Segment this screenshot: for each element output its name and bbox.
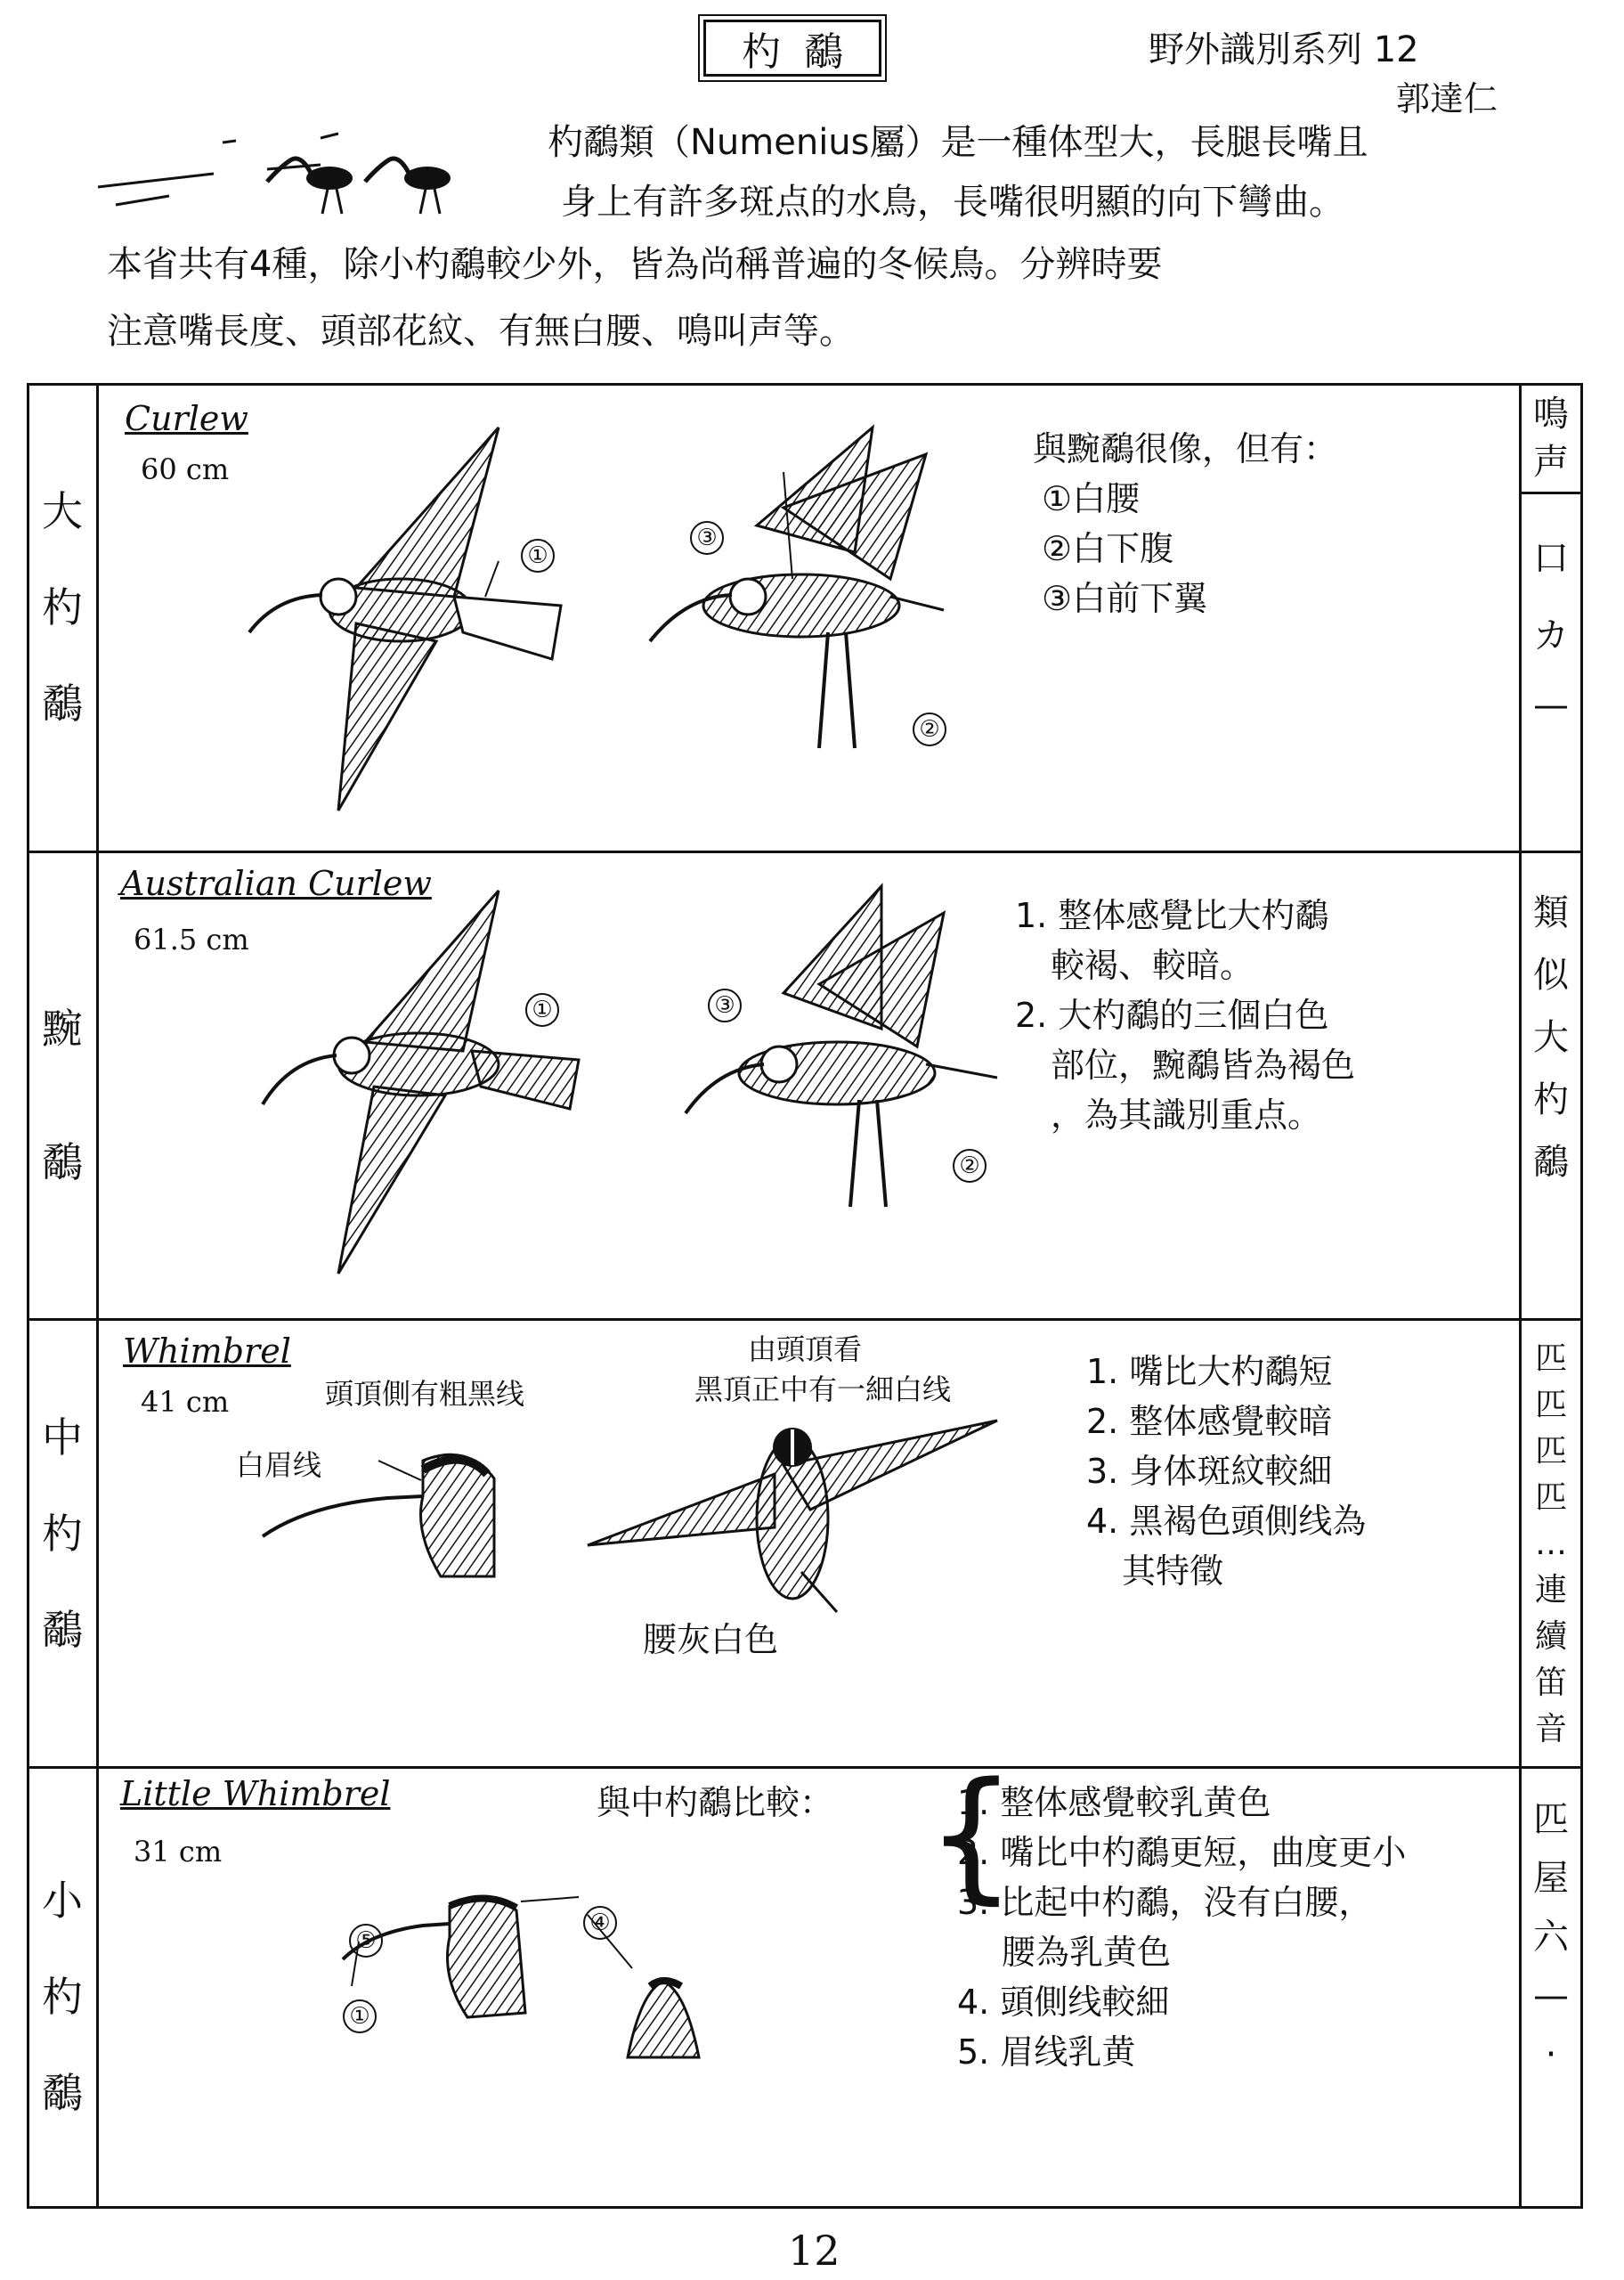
page-title: 杓鷸 — [703, 20, 881, 77]
page-number: 12 — [788, 2227, 840, 2275]
callout-1: ① — [521, 539, 555, 573]
call-column-australian-curlew: 類 似 大 杓 鷸 — [1533, 892, 1569, 1183]
author-name: 郭達仁 — [1396, 79, 1498, 118]
label-rump: 腰灰白色 — [643, 1620, 779, 1659]
header-birds-illustration — [89, 89, 499, 223]
brace: { — [926, 1751, 1017, 1918]
callout-2: ② — [953, 1149, 987, 1183]
english-name-little-whimbrel: Little Whimbrel — [120, 1774, 391, 1813]
call-column-whimbrel: 匹 匹 匹 匹 … 連 續 笛 音 — [1534, 1340, 1567, 1747]
callout-3: ③ — [708, 989, 742, 1022]
little-whimbrel-head-illustration — [334, 1870, 743, 2066]
call-header: 鳴声 — [1521, 385, 1581, 494]
species-name-whimbrel: 中 杓 鷸 — [42, 1413, 83, 1654]
size-little-whimbrel: 31 cm — [134, 1835, 223, 1869]
species-name-little-whimbrel: 小 杓 鷸 — [42, 1877, 83, 2117]
curlew-flight-illustration — [231, 419, 605, 819]
table-divider — [27, 1766, 1583, 1769]
english-name-australian-curlew: Australian Curlew — [120, 864, 432, 903]
intro-line-3: 本省共有4種，除小杓鷸較少外，皆為尚稱普遍的冬候鳥。分辨時要 — [107, 244, 1163, 285]
call-column-curlew: 鳴声 口 カ — — [1521, 385, 1581, 726]
species-name-australian-curlew: 黦 鷸 — [42, 1005, 83, 1186]
english-name-whimbrel: Whimbrel — [123, 1331, 291, 1371]
table-divider — [27, 1318, 1583, 1321]
notes-australian-curlew: 1. 整体感覺比大杓鷸 較褐、較暗。 2. 大杓鷸的三個白色 部位，黦鷸皆為褐色 ，為其識別重点。 — [1015, 896, 1356, 1135]
callout-1: ① — [525, 993, 559, 1027]
intro-line-4: 注意嘴長度、頭部花紋、有無白腰、鳴叫声等。 — [107, 311, 855, 352]
callout-5: ⑤ — [349, 1924, 383, 1958]
table-divider — [96, 383, 99, 2209]
whimbrel-top-view-illustration — [579, 1412, 1006, 1625]
curlew-silhouette-icon — [365, 159, 451, 214]
intro-line-1: 杓鷸類（Numenius屬）是一種体型大，長腿長嘴且 — [548, 122, 1368, 163]
label-head-stripe: 頭頂側有粗黑线 — [325, 1377, 525, 1411]
size-curlew: 60 cm — [141, 452, 230, 486]
callout-3: ③ — [690, 521, 724, 555]
english-name-curlew: Curlew — [125, 399, 248, 438]
compare-label: 與中杓鷸比較： — [597, 1783, 834, 1822]
call-column-little-whimbrel: 匹 屋 六 — · — [1533, 1799, 1569, 2075]
species-name-curlew: 大 杓 鷸 — [42, 487, 83, 728]
label-crown: 黑頂正中有一細白线 — [694, 1372, 952, 1406]
callout-4: ④ — [583, 1906, 617, 1940]
whimbrel-head-illustration — [254, 1425, 521, 1585]
intro-line-2: 身上有許多斑点的水鳥，長嘴很明顯的向下彎曲。 — [561, 182, 1344, 223]
series-label: 野外識別系列 12 — [1149, 29, 1419, 70]
notes-little-whimbrel: 1. 整体感覺較乳黄色 2. 嘴比中杓鷸更短，曲度更小 3. 比起中杓鷸，没有白腰， 腰為乳黄色 4. 頭側线較細 5. 眉线乳黄 — [957, 1783, 1407, 2072]
label-from-top: 由頭頂看 — [748, 1332, 863, 1366]
label-eyebrow: 白眉线 — [236, 1448, 322, 1482]
size-australian-curlew: 61.5 cm — [134, 923, 249, 957]
notes-curlew: 與黦鷸很像，但有： ①白腰 ②白下腹 ③白前下翼 — [1033, 429, 1338, 618]
callout-2: ② — [913, 712, 946, 746]
size-whimbrel: 41 cm — [141, 1385, 230, 1419]
table-divider — [27, 851, 1583, 853]
notes-whimbrel: 1. 嘴比大杓鷸短 2. 整体感覺較暗 3. 身体斑紋較細 4. 黑褐色頭側线為 其特徵 — [1086, 1352, 1367, 1591]
australian-curlew-flight-illustration — [240, 882, 614, 1291]
callout-1: ① — [343, 1999, 377, 2033]
